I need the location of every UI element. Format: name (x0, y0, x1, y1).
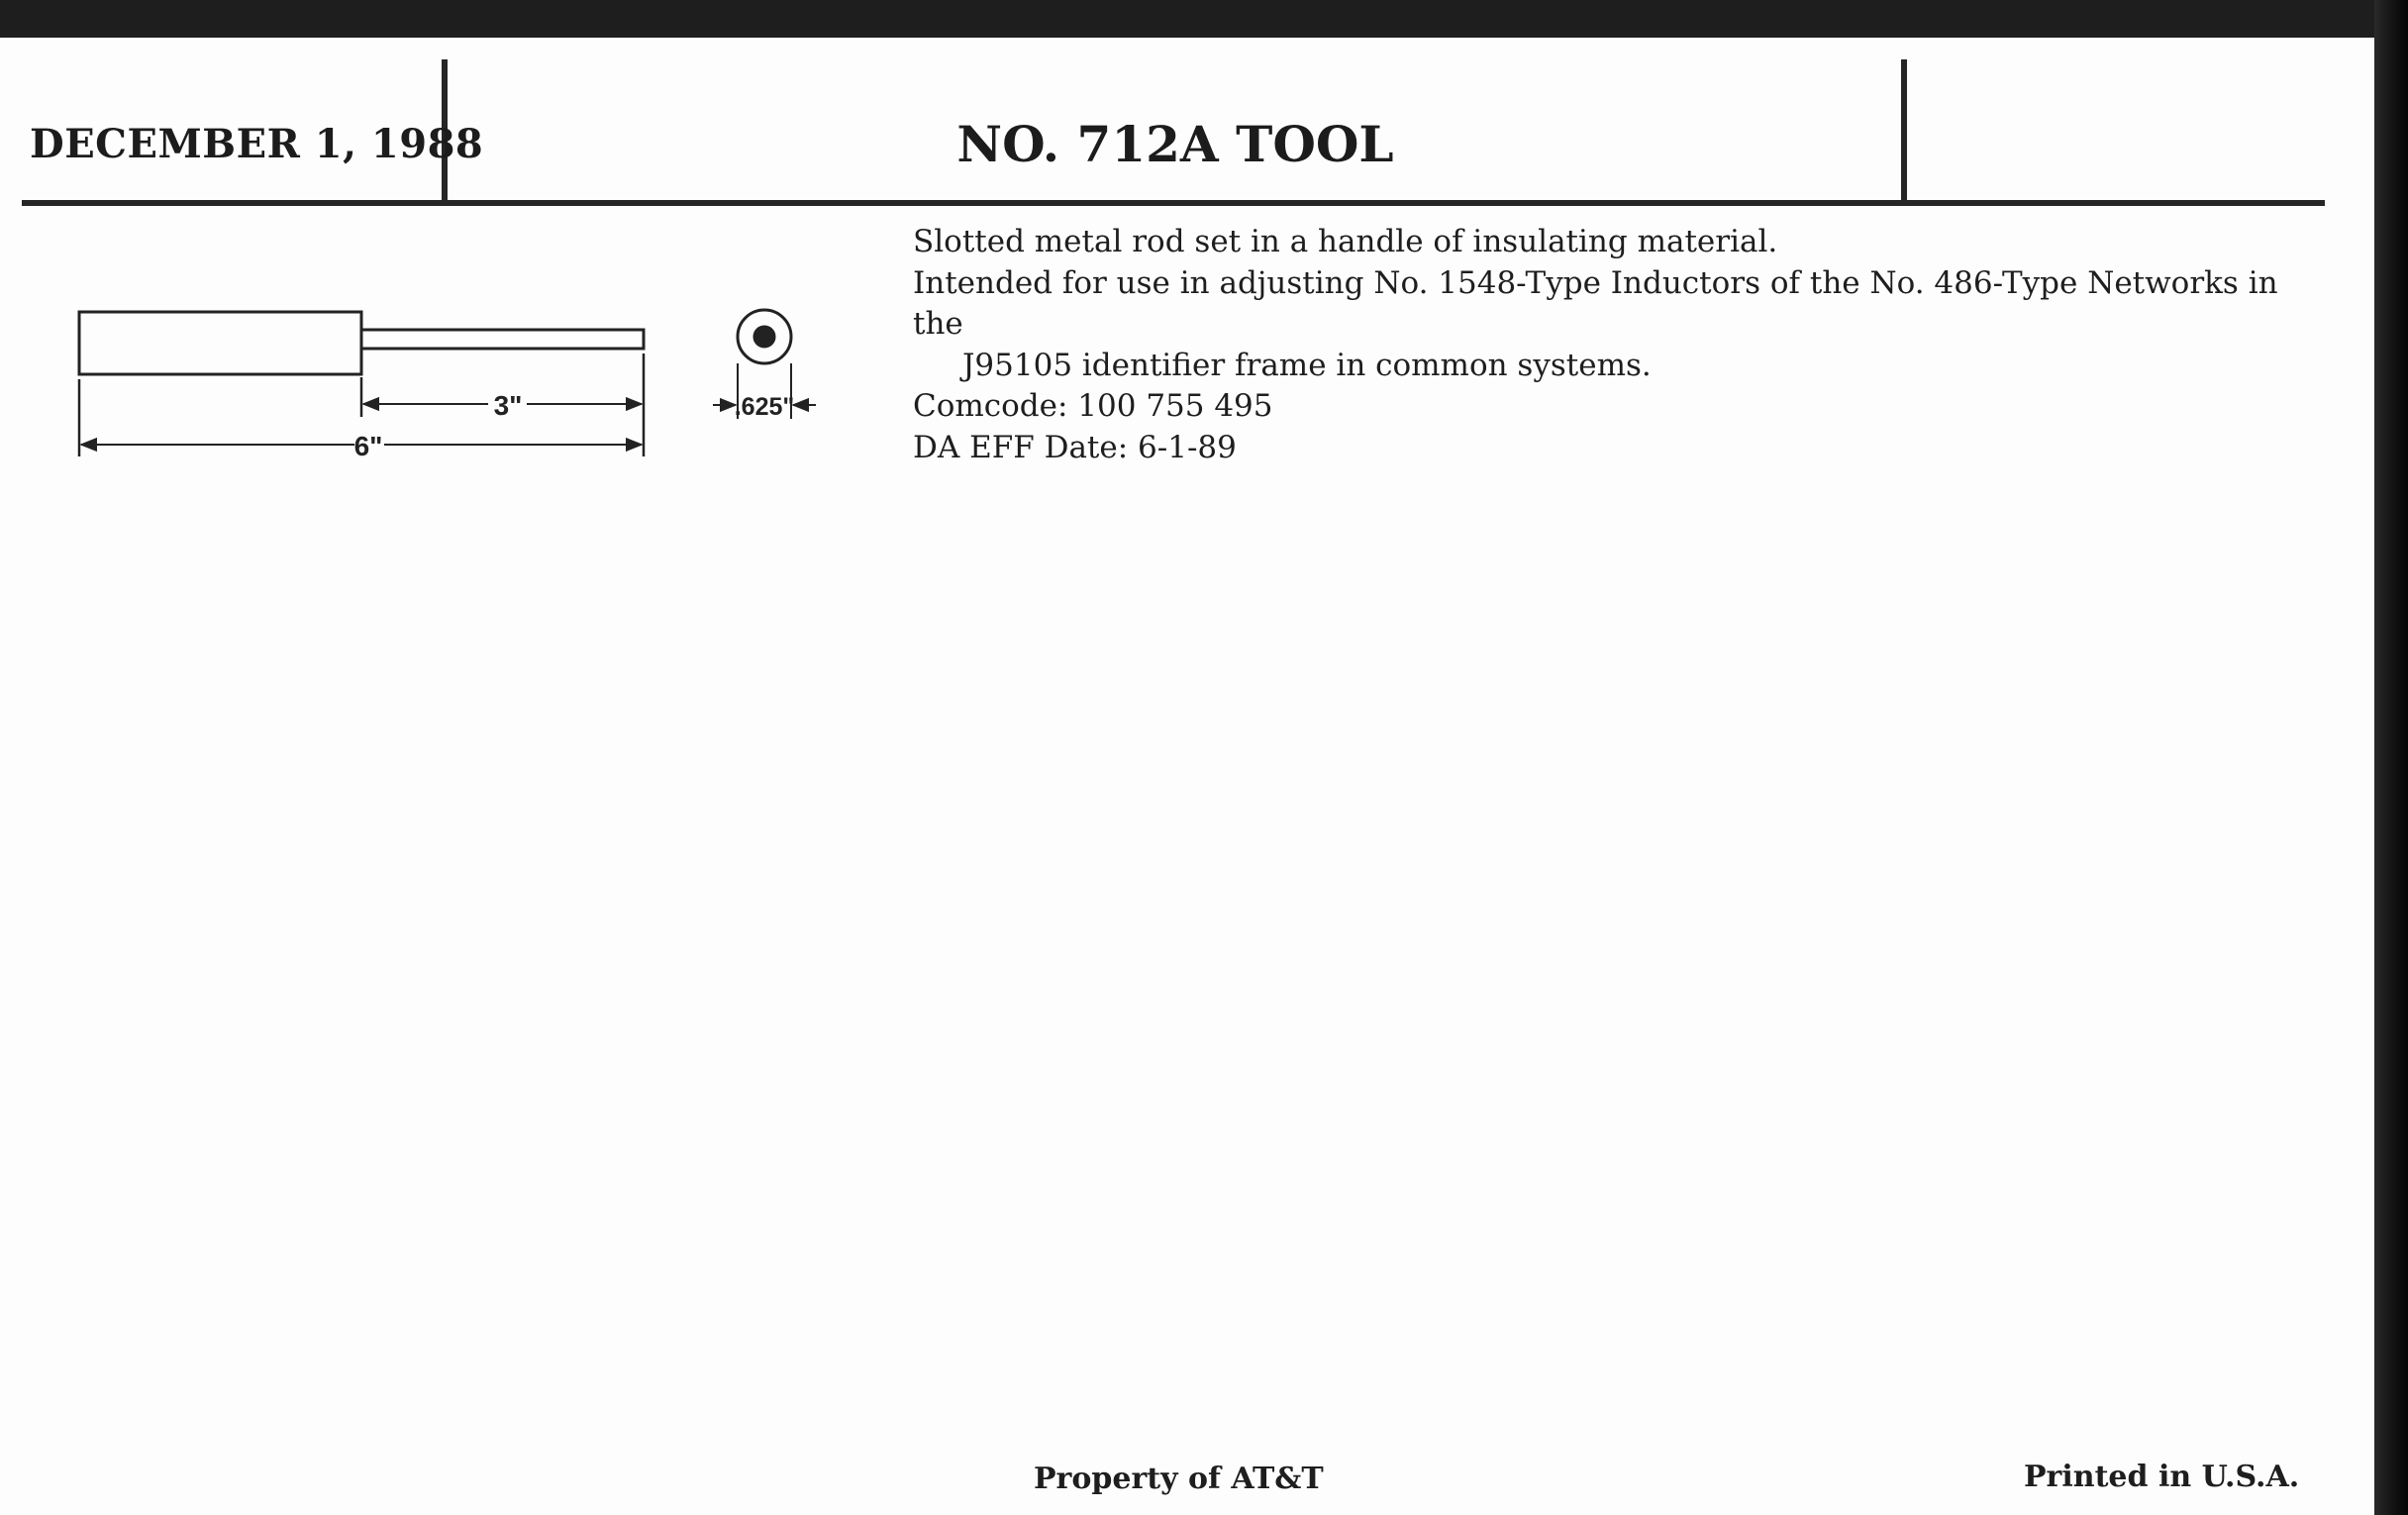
dim-rod-label: 3" (493, 390, 523, 421)
scan-edge (2374, 0, 2408, 1515)
header-rule (22, 200, 2325, 206)
description-line: Intended for use in adjusting No. 1548-Type Inductors of the No. 486-Type Networks in the (913, 264, 2278, 342)
tool-handle-shape (79, 312, 361, 374)
dim-overall-label: 6" (353, 431, 383, 461)
page-title: NO. 712A TOOL (956, 115, 1394, 173)
tool-rod-shape (361, 330, 644, 349)
dim-diameter-label: .625" (734, 393, 795, 421)
comcode: Comcode: 100 755 495 (913, 388, 1273, 424)
tool-drawing (69, 260, 842, 478)
footer-property: Property of AT&T (1034, 1462, 1324, 1496)
eff-date: DA EFF Date: 6-1-89 (913, 429, 1237, 465)
header-date: DECEMBER 1, 1988 (30, 121, 484, 167)
end-view-inner-circle (754, 327, 774, 347)
tool-card (0, 38, 2374, 1515)
footer-printed: Printed in U.S.A. (2024, 1460, 2300, 1494)
tool-description (913, 222, 2299, 468)
description-line: Slotted metal rod set in a handle of insulating material. (913, 224, 1778, 259)
description-line: J95105 identifier frame in common systems. (962, 347, 1652, 383)
